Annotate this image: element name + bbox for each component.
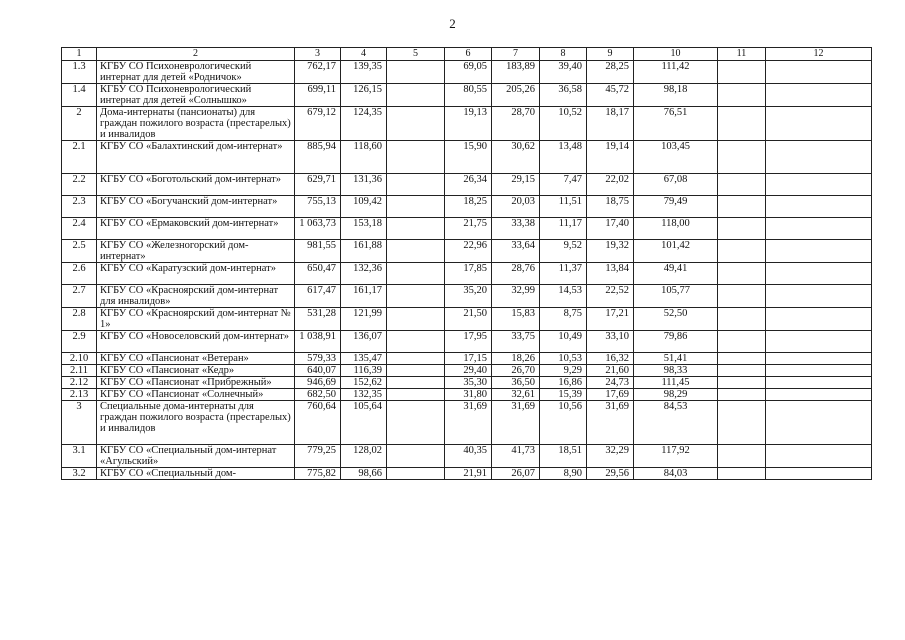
cell-col7: 36,50: [492, 377, 540, 389]
cell-col12: [766, 196, 872, 218]
cell-col3: 1 038,91: [295, 331, 341, 353]
cell-col8: 39,40: [540, 61, 587, 84]
cell-col6: 35,20: [445, 285, 492, 308]
cell-col6: 26,34: [445, 174, 492, 196]
cell-col4: 161,88: [341, 240, 387, 263]
table-row: [62, 263, 872, 285]
cell-col9: 17,69: [587, 389, 634, 401]
cell-col11: [718, 285, 766, 308]
table-row: [62, 365, 872, 377]
cell-col5: [387, 445, 445, 468]
cell-col4: 132,35: [341, 389, 387, 401]
cell-col6: 18,25: [445, 196, 492, 218]
cell-col5: [387, 218, 445, 240]
cell-col3: 579,33: [295, 353, 341, 365]
cell-col8: 11,51: [540, 196, 587, 218]
cell-col10: 103,45: [634, 141, 718, 174]
cell-col11: [718, 174, 766, 196]
cell-col3: 617,47: [295, 285, 341, 308]
cell-col9: 22,02: [587, 174, 634, 196]
row-name: КГБУ СО «Пансионат «Прибрежный»: [97, 377, 295, 389]
cell-col9: 16,32: [587, 353, 634, 365]
cell-col6: 80,55: [445, 84, 492, 107]
row-number: 2.11: [62, 365, 97, 377]
cell-col6: 69,05: [445, 61, 492, 84]
cell-col11: [718, 240, 766, 263]
cell-col9: 22,52: [587, 285, 634, 308]
cell-col9: 13,84: [587, 263, 634, 285]
row-name: КГБУ СО Психоневрологический интернат для детей «Солнышко»: [97, 84, 295, 107]
table-row: [62, 331, 872, 353]
cell-col10: 49,41: [634, 263, 718, 285]
table-row: [62, 445, 872, 468]
cell-col12: [766, 61, 872, 84]
row-name: КГБУ СО «Ермаковский дом-интернат»: [97, 218, 295, 240]
cell-col6: 21,75: [445, 218, 492, 240]
cell-col8: 8,90: [540, 468, 587, 480]
header-cell: 7: [492, 48, 540, 61]
cell-col10: 51,41: [634, 353, 718, 365]
cell-col8: 8,75: [540, 308, 587, 331]
table-row: [62, 401, 872, 445]
cell-col4: 139,35: [341, 61, 387, 84]
cell-col4: 126,15: [341, 84, 387, 107]
row-name: Специальные дома-интернаты для граждан пожилого возраста (престарелых) и инвалидов: [97, 401, 295, 445]
cell-col12: [766, 353, 872, 365]
cell-col10: 101,42: [634, 240, 718, 263]
cell-col4: 105,64: [341, 401, 387, 445]
table-row: [62, 468, 872, 480]
cell-col12: [766, 365, 872, 377]
row-name: КГБУ СО «Пансионат «Солнечный»: [97, 389, 295, 401]
cell-col7: 15,83: [492, 308, 540, 331]
header-cell: 2: [97, 48, 295, 61]
cell-col8: 10,56: [540, 401, 587, 445]
table-row: [62, 196, 872, 218]
cell-col6: 21,91: [445, 468, 492, 480]
cell-col7: 28,76: [492, 263, 540, 285]
cell-col9: 29,56: [587, 468, 634, 480]
cell-col5: [387, 196, 445, 218]
header-cell: 10: [634, 48, 718, 61]
row-number: 3.1: [62, 445, 97, 468]
cell-col9: 45,72: [587, 84, 634, 107]
cell-col11: [718, 389, 766, 401]
row-number: 2: [62, 107, 97, 141]
header-cell: 5: [387, 48, 445, 61]
row-number: 3: [62, 401, 97, 445]
cell-col9: 33,10: [587, 331, 634, 353]
cell-col7: 41,73: [492, 445, 540, 468]
header-row: [62, 48, 872, 61]
cell-col4: 132,36: [341, 263, 387, 285]
cell-col5: [387, 331, 445, 353]
cell-col3: 946,69: [295, 377, 341, 389]
cell-col12: [766, 331, 872, 353]
cell-col6: 17,95: [445, 331, 492, 353]
table-row: [62, 389, 872, 401]
cell-col11: [718, 468, 766, 480]
table-row: [62, 308, 872, 331]
cell-col3: 650,47: [295, 263, 341, 285]
cell-col3: 699,11: [295, 84, 341, 107]
cell-col5: [387, 401, 445, 445]
cell-col10: 118,00: [634, 218, 718, 240]
cell-col6: 17,85: [445, 263, 492, 285]
cell-col4: 153,18: [341, 218, 387, 240]
cell-col5: [387, 285, 445, 308]
row-number: 2.10: [62, 353, 97, 365]
cell-col8: 11,17: [540, 218, 587, 240]
cell-col10: 67,08: [634, 174, 718, 196]
cell-col3: 1 063,73: [295, 218, 341, 240]
cell-col11: [718, 61, 766, 84]
cell-col7: 205,26: [492, 84, 540, 107]
cell-col3: 679,12: [295, 107, 341, 141]
cell-col12: [766, 445, 872, 468]
header-cell: 3: [295, 48, 341, 61]
cell-col9: 18,75: [587, 196, 634, 218]
cell-col6: 31,80: [445, 389, 492, 401]
cell-col4: 135,47: [341, 353, 387, 365]
cell-col5: [387, 141, 445, 174]
cell-col12: [766, 389, 872, 401]
row-name: КГБУ СО «Балахтинский дом-интернат»: [97, 141, 295, 174]
cell-col10: 84,03: [634, 468, 718, 480]
cell-col5: [387, 263, 445, 285]
table-row: [62, 61, 872, 84]
row-name: КГБУ СО «Красноярский дом-интернат для инвалидов»: [97, 285, 295, 308]
row-name: КГБУ СО «Красноярский дом-интернат № 1»: [97, 308, 295, 331]
cell-col7: 31,69: [492, 401, 540, 445]
cell-col10: 98,18: [634, 84, 718, 107]
cell-col3: 775,82: [295, 468, 341, 480]
header-cell: 12: [766, 48, 872, 61]
cell-col7: 26,07: [492, 468, 540, 480]
table-row: [62, 84, 872, 107]
cell-col3: 981,55: [295, 240, 341, 263]
cell-col9: 32,29: [587, 445, 634, 468]
row-number: 1.4: [62, 84, 97, 107]
table-row: [62, 285, 872, 308]
cell-col8: 10,49: [540, 331, 587, 353]
cell-col5: [387, 353, 445, 365]
cell-col9: 17,40: [587, 218, 634, 240]
table-row: [62, 174, 872, 196]
cell-col4: 131,36: [341, 174, 387, 196]
cell-col4: 116,39: [341, 365, 387, 377]
header-cell: 1: [62, 48, 97, 61]
cell-col8: 10,53: [540, 353, 587, 365]
cell-col9: 19,14: [587, 141, 634, 174]
cell-col3: 762,17: [295, 61, 341, 84]
cell-col11: [718, 401, 766, 445]
cell-col7: 30,62: [492, 141, 540, 174]
cell-col9: 21,60: [587, 365, 634, 377]
row-name: КГБУ СО «Специальный дом-: [97, 468, 295, 480]
cell-col8: 18,51: [540, 445, 587, 468]
cell-col5: [387, 61, 445, 84]
cell-col4: 118,60: [341, 141, 387, 174]
row-name: КГБУ СО «Новоселовский дом-интернат»: [97, 331, 295, 353]
row-number: 2.13: [62, 389, 97, 401]
cell-col6: 31,69: [445, 401, 492, 445]
cell-col10: 52,50: [634, 308, 718, 331]
cell-col7: 20,03: [492, 196, 540, 218]
row-name: Дома-интернаты (пансионаты) для граждан пожилого возраста (престарелых) и инвалидов: [97, 107, 295, 141]
cell-col7: 26,70: [492, 365, 540, 377]
cell-col7: 32,61: [492, 389, 540, 401]
cell-col5: [387, 240, 445, 263]
row-name: КГБУ СО «Специальный дом-интернат «Агульский»: [97, 445, 295, 468]
row-name: КГБУ СО «Богучанский дом-интернат»: [97, 196, 295, 218]
cell-col10: 98,29: [634, 389, 718, 401]
cell-col12: [766, 285, 872, 308]
cell-col6: 29,40: [445, 365, 492, 377]
cell-col12: [766, 84, 872, 107]
row-number: 2.8: [62, 308, 97, 331]
cell-col4: 152,62: [341, 377, 387, 389]
cell-col10: 105,77: [634, 285, 718, 308]
header-cell: 4: [341, 48, 387, 61]
cell-col4: 161,17: [341, 285, 387, 308]
cell-col6: 15,90: [445, 141, 492, 174]
cell-col12: [766, 308, 872, 331]
cell-col11: [718, 377, 766, 389]
cell-col12: [766, 174, 872, 196]
cell-col9: 19,32: [587, 240, 634, 263]
cell-col6: 35,30: [445, 377, 492, 389]
cell-col6: 22,96: [445, 240, 492, 263]
cell-col11: [718, 365, 766, 377]
cell-col8: 36,58: [540, 84, 587, 107]
cell-col11: [718, 308, 766, 331]
cell-col5: [387, 389, 445, 401]
cell-col12: [766, 401, 872, 445]
cell-col4: 121,99: [341, 308, 387, 331]
table-row: [62, 141, 872, 174]
cell-col10: 79,49: [634, 196, 718, 218]
cell-col8: 10,52: [540, 107, 587, 141]
cell-col7: 32,99: [492, 285, 540, 308]
cell-col10: 84,53: [634, 401, 718, 445]
cell-col8: 9,52: [540, 240, 587, 263]
cell-col11: [718, 141, 766, 174]
cell-col8: 11,37: [540, 263, 587, 285]
row-name: КГБУ СО «Пансионат «Кедр»: [97, 365, 295, 377]
cell-col10: 76,51: [634, 107, 718, 141]
row-number: 2.5: [62, 240, 97, 263]
row-number: 2.6: [62, 263, 97, 285]
cell-col12: [766, 377, 872, 389]
cell-col8: 9,29: [540, 365, 587, 377]
row-name: КГБУ СО «Пансионат «Ветеран»: [97, 353, 295, 365]
row-name: КГБУ СО «Каратузский дом-интернат»: [97, 263, 295, 285]
table-row: [62, 353, 872, 365]
row-number: 2.7: [62, 285, 97, 308]
cell-col9: 17,21: [587, 308, 634, 331]
cell-col10: 111,42: [634, 61, 718, 84]
cell-col12: [766, 468, 872, 480]
cell-col6: 17,15: [445, 353, 492, 365]
cell-col7: 33,64: [492, 240, 540, 263]
row-number: 1.3: [62, 61, 97, 84]
page-number: 2: [449, 16, 456, 31]
cell-col12: [766, 107, 872, 141]
cell-col4: 136,07: [341, 331, 387, 353]
cell-col5: [387, 377, 445, 389]
cell-col6: 19,13: [445, 107, 492, 141]
cell-col6: 21,50: [445, 308, 492, 331]
cell-col5: [387, 308, 445, 331]
cell-col4: 98,66: [341, 468, 387, 480]
table-row: [62, 107, 872, 141]
cell-col10: 111,45: [634, 377, 718, 389]
cell-col3: 682,50: [295, 389, 341, 401]
cell-col7: 183,89: [492, 61, 540, 84]
row-number: 3.2: [62, 468, 97, 480]
row-number: 2.12: [62, 377, 97, 389]
row-number: 2.4: [62, 218, 97, 240]
cell-col9: 31,69: [587, 401, 634, 445]
cell-col7: 29,15: [492, 174, 540, 196]
cell-col5: [387, 468, 445, 480]
cell-col3: 640,07: [295, 365, 341, 377]
header-cell: 9: [587, 48, 634, 61]
cell-col11: [718, 331, 766, 353]
cell-col3: 531,28: [295, 308, 341, 331]
cell-col12: [766, 218, 872, 240]
cell-col5: [387, 365, 445, 377]
cell-col7: 18,26: [492, 353, 540, 365]
cell-col10: 98,33: [634, 365, 718, 377]
cell-col8: 7,47: [540, 174, 587, 196]
cell-col12: [766, 141, 872, 174]
cell-col3: 629,71: [295, 174, 341, 196]
cell-col3: 760,64: [295, 401, 341, 445]
cell-col8: 16,86: [540, 377, 587, 389]
cell-col10: 117,92: [634, 445, 718, 468]
cell-col7: 33,75: [492, 331, 540, 353]
cell-col4: 109,42: [341, 196, 387, 218]
cell-col12: [766, 240, 872, 263]
cell-col11: [718, 353, 766, 365]
cell-col11: [718, 84, 766, 107]
cell-col8: 14,53: [540, 285, 587, 308]
table-row: [62, 218, 872, 240]
row-name: КГБУ СО Психоневрологический интернат для детей «Родничок»: [97, 61, 295, 84]
cell-col8: 13,48: [540, 141, 587, 174]
cell-col3: 779,25: [295, 445, 341, 468]
cell-col11: [718, 263, 766, 285]
header-cell: 11: [718, 48, 766, 61]
row-number: 2.3: [62, 196, 97, 218]
cell-col12: [766, 263, 872, 285]
cell-col5: [387, 174, 445, 196]
row-name: КГБУ СО «Железногорский дом-интернат»: [97, 240, 295, 263]
row-number: 2.1: [62, 141, 97, 174]
table-row: [62, 240, 872, 263]
row-number: 2.2: [62, 174, 97, 196]
cell-col5: [387, 107, 445, 141]
cell-col8: 15,39: [540, 389, 587, 401]
cell-col3: 885,94: [295, 141, 341, 174]
row-name: КГБУ СО «Боготольский дом-интернат»: [97, 174, 295, 196]
cell-col11: [718, 107, 766, 141]
cell-col9: 18,17: [587, 107, 634, 141]
cell-col9: 28,25: [587, 61, 634, 84]
cell-col11: [718, 218, 766, 240]
header-cell: 8: [540, 48, 587, 61]
cell-col11: [718, 445, 766, 468]
cell-col9: 24,73: [587, 377, 634, 389]
cell-col4: 124,35: [341, 107, 387, 141]
table-row: [62, 377, 872, 389]
cell-col3: 755,13: [295, 196, 341, 218]
row-number: 2.9: [62, 331, 97, 353]
cell-col7: 28,70: [492, 107, 540, 141]
cell-col5: [387, 84, 445, 107]
cell-col6: 40,35: [445, 445, 492, 468]
header-cell: 6: [445, 48, 492, 61]
tariff-table: [61, 47, 872, 480]
cell-col11: [718, 196, 766, 218]
cell-col4: 128,02: [341, 445, 387, 468]
cell-col10: 79,86: [634, 331, 718, 353]
cell-col7: 33,38: [492, 218, 540, 240]
